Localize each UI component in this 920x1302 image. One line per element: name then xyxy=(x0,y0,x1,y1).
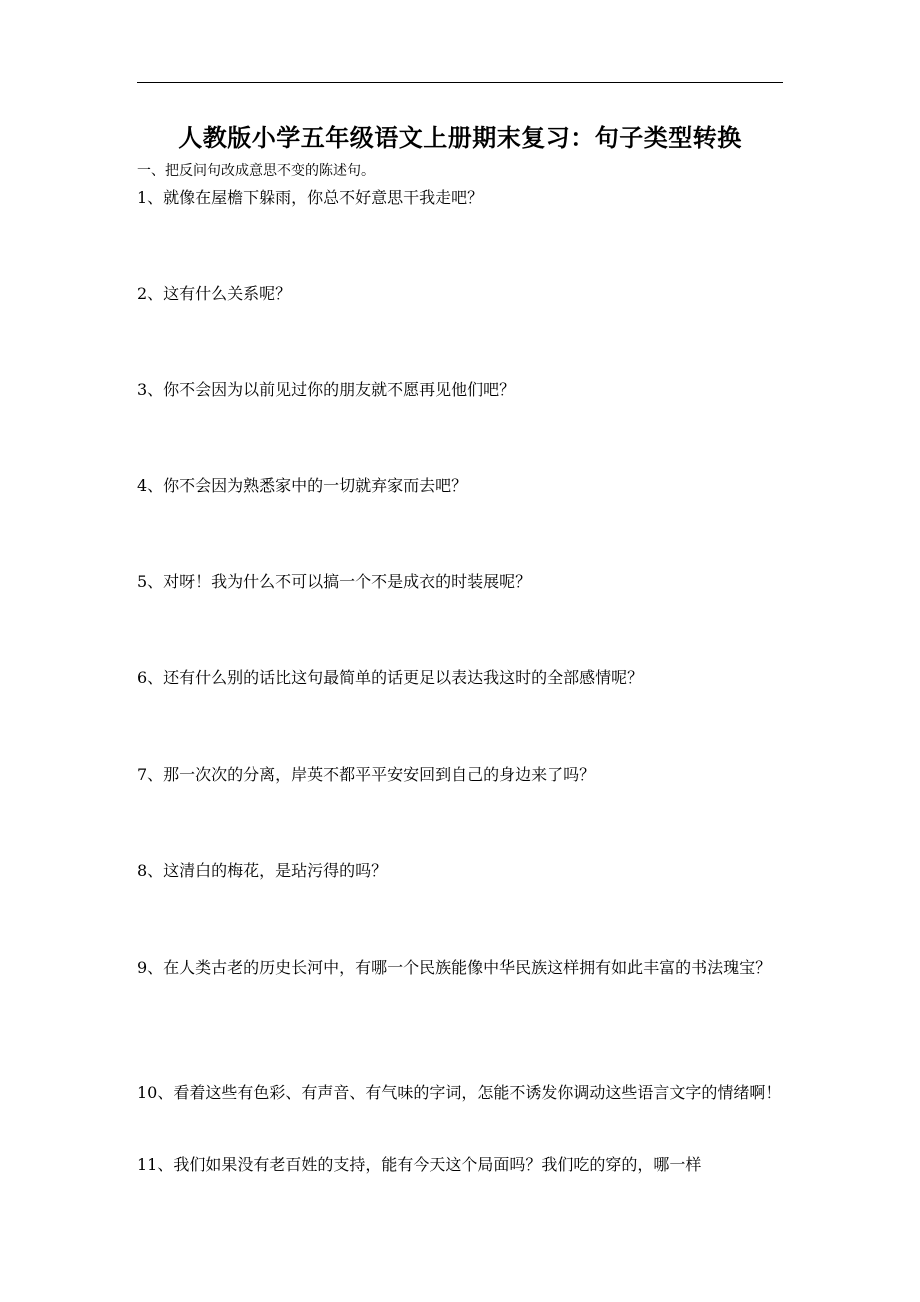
document-title: 人教版小学五年级语文上册期末复习：句子类型转换 xyxy=(178,123,742,152)
header-rule xyxy=(137,82,783,83)
question-5: 5、对呀！我为什么不可以搞一个不是成衣的时装展呢？ xyxy=(137,572,532,591)
question-6: 6、还有什么别的话比这句最简单的话更足以表达我这时的全部感情呢？ xyxy=(137,668,644,687)
section-heading: 一、把反问句改成意思不变的陈述句。 xyxy=(137,163,375,179)
question-4: 4、你不会因为熟悉家中的一切就弃家而去吧？ xyxy=(137,476,468,495)
question-3: 3、你不会因为以前见过你的朋友就不愿再见他们吧？ xyxy=(137,380,516,399)
question-1: 1、就像在屋檐下躲雨，你总不好意思干我走吧？ xyxy=(137,188,484,207)
question-7: 7、那一次次的分离，岸英不都平平安安回到自己的身边来了吗？ xyxy=(137,765,596,784)
question-8: 8、这清白的梅花，是玷污得的吗？ xyxy=(137,861,388,880)
question-9: 9、在人类古老的历史长河中，有哪一个民族能像中华民族这样拥有如此丰富的书法瑰宝？ xyxy=(137,958,772,977)
question-11: 11、我们如果没有老百姓的支持，能有今天这个局面吗？我们吃的穿的，哪一样 xyxy=(137,1155,702,1174)
question-10: 10、看着这些有色彩、有声音、有气味的字词，怎能不诱发你调动这些语言文字的情绪啊！ xyxy=(137,1083,782,1102)
question-2: 2、这有什么关系呢？ xyxy=(137,284,292,303)
